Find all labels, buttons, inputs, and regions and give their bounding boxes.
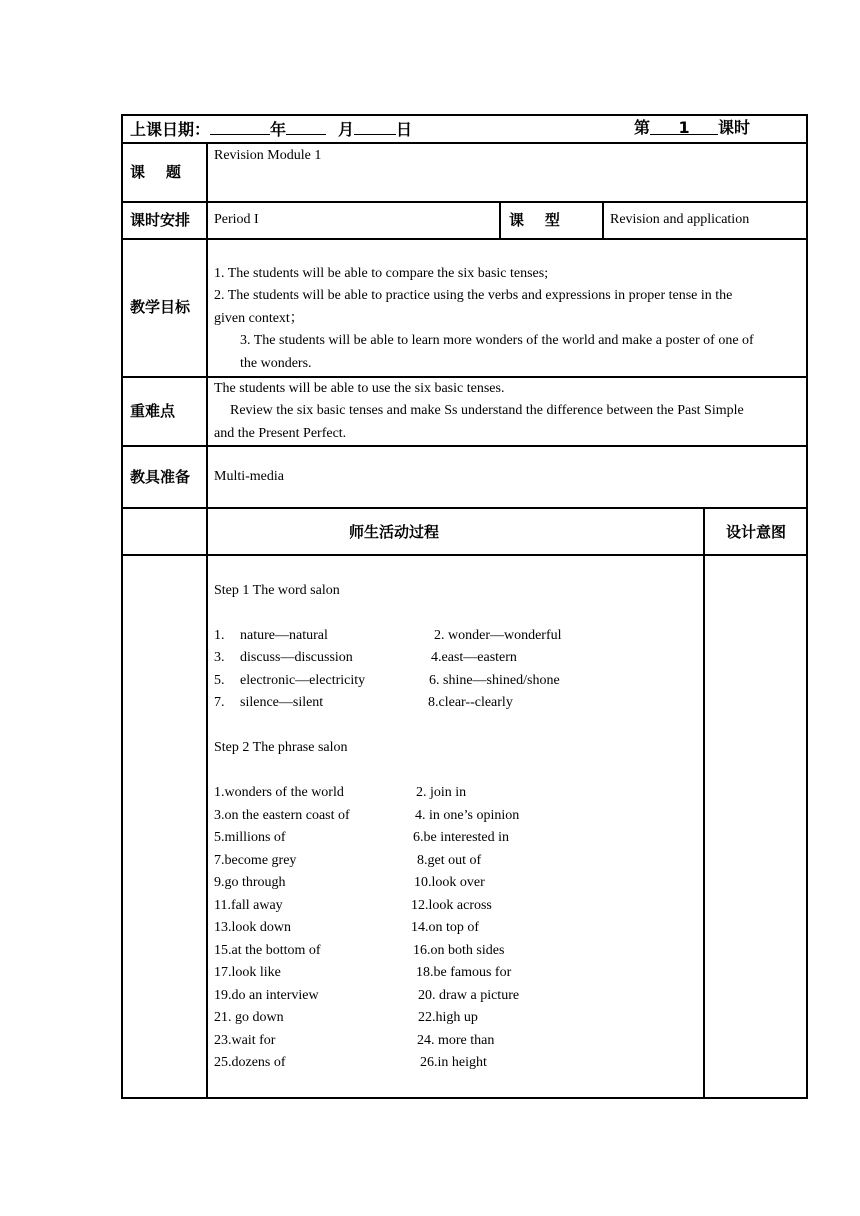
word-number: 1.: [214, 628, 225, 643]
word-pair-left: silence—silent: [240, 695, 324, 710]
year-blank[interactable]: [210, 117, 270, 135]
word-number: 7.: [214, 695, 225, 710]
phrase-right: 10.look over: [414, 875, 485, 890]
rule-design-column: [703, 508, 705, 1098]
word-pair-right: 6. shine—shined/shone: [429, 673, 560, 688]
keypoint-line-2: Review the six basic tenses and make Ss understand the difference between the Past Simple: [230, 403, 744, 418]
type-label: 课 型: [509, 211, 560, 229]
step2-title: Step 2 The phrase salon: [214, 740, 348, 755]
phrase-left: 25.dozens of: [214, 1055, 286, 1070]
phrase-right: 14.on top of: [411, 920, 480, 935]
phrase-right: 24. more than: [417, 1033, 495, 1048]
process-activity-header: 师生活动过程: [349, 523, 440, 541]
phrase-right: 26.in height: [420, 1055, 487, 1070]
objective-line-3: given context；: [214, 311, 304, 326]
phrase-right: 4. in one’s opinion: [415, 808, 520, 823]
phrase-left: 15.at the bottom of: [214, 943, 321, 958]
day-label: 日: [396, 120, 413, 139]
phrase-right: 20. draw a picture: [418, 988, 520, 1003]
objective-line-4: 3. The students will be able to learn more wonders of the world and make a poster of one of: [240, 333, 754, 348]
rule-type-label-right: [602, 202, 604, 239]
phrase-left: 1.wonders of the world: [214, 785, 344, 800]
date-label: 上课日期：: [130, 120, 211, 139]
phrase-right: 12.look across: [411, 898, 492, 913]
process-design-header: 设计意图: [726, 523, 787, 541]
objectives-label: 教学目标: [130, 298, 191, 316]
period-number: 1: [650, 117, 718, 135]
word-pair-left: nature—natural: [240, 628, 328, 643]
phrase-left: 7.become grey: [214, 853, 297, 868]
topic-value: Revision Module 1: [214, 148, 322, 163]
rule-schedule-bottom: [121, 238, 808, 240]
rule-process-header-bottom: [121, 554, 808, 556]
period-line: [634, 117, 750, 140]
phrase-right: 18.be famous for: [416, 965, 512, 980]
phrase-right: 6.be interested in: [413, 830, 510, 845]
objective-line-5: the wonders.: [240, 356, 312, 371]
keypoint-line-1: The students will be able to use the six basic tenses.: [214, 381, 505, 396]
rule-topic-bottom: [121, 201, 808, 203]
date-line: [130, 117, 412, 142]
word-pair-right: 4.east—eastern: [431, 650, 517, 665]
day-blank[interactable]: [354, 117, 396, 135]
lesson-plan-table: [121, 114, 808, 1099]
rule-header-bottom: [121, 142, 808, 144]
objective-line-1: 1. The students will be able to compare the six basic tenses;: [214, 266, 549, 281]
rule-materials-bottom: [121, 507, 808, 509]
topic-label: 课 题: [130, 163, 181, 181]
phrase-left: 13.look down: [214, 920, 291, 935]
phrase-left: 19.do an interview: [214, 988, 319, 1003]
phrase-left: 9.go through: [214, 875, 286, 890]
word-number: 3.: [214, 650, 225, 665]
word-number: 5.: [214, 673, 225, 688]
phrase-right: 2. join in: [416, 785, 467, 800]
phrase-left: 17.look like: [214, 965, 281, 980]
keypoint-line-3: and the Present Perfect.: [214, 426, 347, 441]
phrase-left: 23.wait for: [214, 1033, 276, 1048]
rule-label-column: [206, 143, 208, 1098]
word-pair-left: electronic—electricity: [240, 673, 366, 688]
rule-top: [121, 114, 808, 116]
word-pair-right: 2. wonder—wonderful: [434, 628, 562, 643]
rule-bottom: [121, 1097, 808, 1099]
month-label: 月: [338, 120, 355, 139]
phrase-left: 21. go down: [214, 1010, 284, 1025]
phrase-right: 8.get out of: [417, 853, 482, 868]
materials-label: 教具准备: [130, 468, 191, 486]
month-blank[interactable]: [286, 117, 326, 135]
objective-line-2: 2. The students will be able to practice using the verbs and expressions in proper tense in the: [214, 288, 733, 303]
rule-left: [121, 114, 123, 1099]
phrase-left: 11.fall away: [214, 898, 283, 913]
type-value: Revision and application: [610, 212, 750, 227]
word-pair-right: 8.clear--clearly: [428, 695, 513, 710]
step1-title: Step 1 The word salon: [214, 583, 340, 598]
phrase-right: 16.on both sides: [413, 943, 505, 958]
schedule-value: Period I: [214, 212, 259, 227]
phrase-left: 3.on the eastern coast of: [214, 808, 350, 823]
period-prefix: 第: [634, 118, 651, 137]
word-pair-left: discuss—discussion: [240, 650, 353, 665]
rule-right: [806, 114, 808, 1099]
rule-type-label-left: [499, 202, 501, 239]
year-label: 年: [270, 120, 287, 139]
materials-value: Multi-media: [214, 469, 284, 484]
schedule-label: 课时安排: [130, 211, 191, 229]
phrase-left: 5.millions of: [214, 830, 286, 845]
period-suffix: 课时: [718, 118, 751, 137]
phrase-right: 22.high up: [418, 1010, 478, 1025]
keypoints-label: 重难点: [130, 402, 176, 420]
